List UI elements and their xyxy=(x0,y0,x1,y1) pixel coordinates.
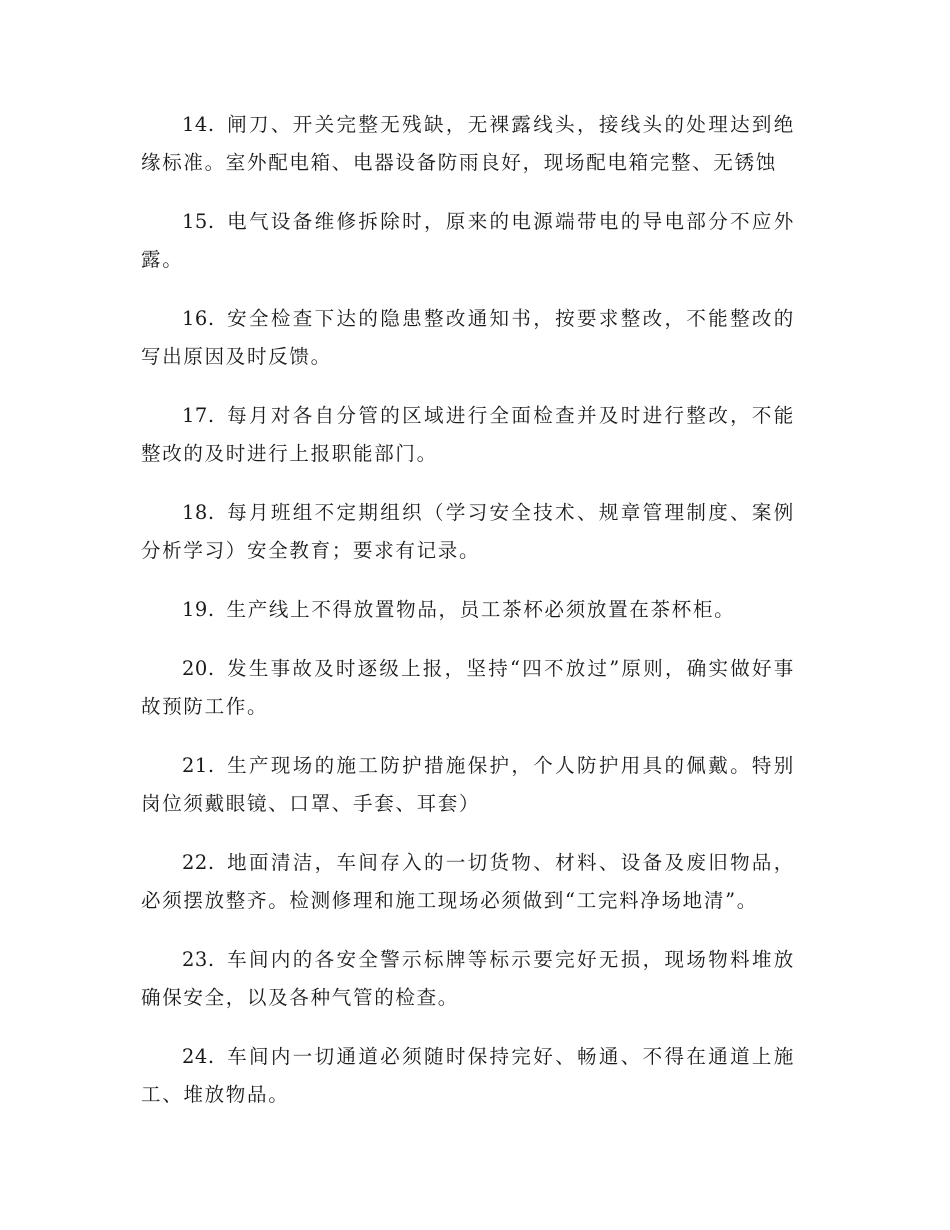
rule-item-24 xyxy=(141,1038,795,1114)
rule-item-21 xyxy=(141,747,795,823)
item-number: 20. xyxy=(182,657,215,680)
item-text: 地面清洁，车间存入的一切货物、材料、设备及废旧物品，必须摆放整齐。检测修理和施工现场必须做到“工完料净场地清”。 xyxy=(141,851,795,912)
item-text: 车间内的各安全警示标牌等标示要完好无损，现场物料堆放确保安全，以及各种气管的检查。 xyxy=(141,948,795,1009)
item-text: 闸刀、开关完整无残缺，无裸露线头，接线头的处理达到绝缘标准。室外配电箱、电器设备防雨良好，现场配电箱完整、无锈蚀 xyxy=(141,113,795,174)
item-number: 24. xyxy=(182,1045,215,1068)
item-text: 车间内一切通道必须随时保持完好、畅通、不得在通道上施工、堆放物品。 xyxy=(141,1045,795,1106)
item-text: 每月班组不定期组织（学习安全技术、规章管理制度、案例分析学习）安全教育；要求有记录。 xyxy=(141,501,795,562)
rule-item-17 xyxy=(141,397,795,473)
rule-item-14 xyxy=(141,106,795,182)
item-number: 19. xyxy=(182,598,215,621)
item-number: 22. xyxy=(182,851,215,874)
item-number: 21. xyxy=(182,754,215,777)
document-page xyxy=(141,106,795,1135)
rule-item-20 xyxy=(141,650,795,726)
item-text: 发生事故及时逐级上报，坚持“四不放过”原则，确实做好事故预防工作。 xyxy=(141,657,795,718)
item-number: 15. xyxy=(182,210,215,233)
item-text: 安全检查下达的隐患整改通知书，按要求整改，不能整改的写出原因及时反馈。 xyxy=(141,307,795,368)
item-text: 电气设备维修拆除时，原来的电源端带电的导电部分不应外露。 xyxy=(141,210,795,271)
item-text: 每月对各自分管的区域进行全面检查并及时进行整改，不能整改的及时进行上报职能部门。 xyxy=(141,404,795,465)
rule-item-23 xyxy=(141,941,795,1017)
rule-item-19 xyxy=(141,591,795,629)
item-number: 18. xyxy=(182,501,215,524)
rule-item-15 xyxy=(141,203,795,279)
item-text: 生产现场的施工防护措施保护，个人防护用具的佩戴。特别岗位须戴眼镜、口罩、手套、耳套） xyxy=(141,754,795,815)
rule-item-16 xyxy=(141,300,795,376)
item-number: 23. xyxy=(182,948,215,971)
item-number: 17. xyxy=(182,404,215,427)
item-number: 16. xyxy=(182,307,215,330)
rule-item-22 xyxy=(141,844,795,920)
item-number: 14. xyxy=(182,113,215,136)
rule-item-18 xyxy=(141,494,795,570)
item-text: 生产线上不得放置物品，员工茶杯必须放置在茶杯柜。 xyxy=(226,598,736,621)
